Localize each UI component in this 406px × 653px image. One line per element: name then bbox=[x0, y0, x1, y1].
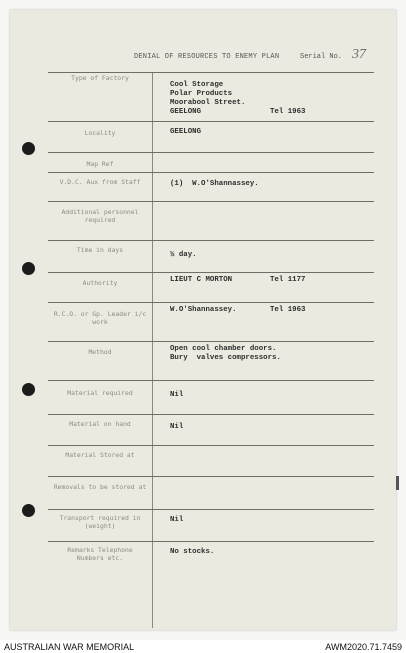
field-value bbox=[170, 345, 370, 363]
row-divider bbox=[48, 152, 374, 153]
field-value-line: Polar Products bbox=[170, 90, 233, 98]
row-divider bbox=[48, 272, 374, 273]
punch-hole bbox=[22, 262, 35, 275]
telephone-number: Tel 1177 bbox=[270, 276, 306, 284]
field-value-line: GEELONG bbox=[170, 108, 202, 116]
field-value bbox=[170, 81, 370, 117]
footer bbox=[0, 640, 406, 653]
field-label: Material on hand bbox=[69, 420, 131, 428]
field-value bbox=[170, 128, 370, 137]
footer-institution: AUSTRALIAN WAR MEMORIAL bbox=[4, 642, 135, 652]
field-label: Time in days bbox=[76, 246, 124, 254]
field-value bbox=[170, 180, 370, 189]
field-value-line: Nil bbox=[170, 391, 184, 399]
field-value-line: W.O'Shannassey. bbox=[170, 306, 237, 314]
field-label: R.C.O. or Gp. Leader i/c work bbox=[53, 310, 147, 326]
form-title: DENIAL OF RESOURCES TO ENEMY PLAN bbox=[134, 53, 280, 61]
telephone-number: Tel 1963 bbox=[270, 306, 306, 314]
field-value bbox=[170, 516, 370, 525]
field-value bbox=[170, 251, 370, 260]
punch-hole bbox=[22, 142, 35, 155]
punch-hole bbox=[22, 504, 35, 517]
edge-mark bbox=[396, 476, 399, 490]
row-divider bbox=[48, 380, 374, 381]
field-value-line: LIEUT C MORTON bbox=[170, 276, 233, 284]
field-label: Remarks Telephone Numbers etc. bbox=[67, 546, 133, 562]
field-value bbox=[170, 391, 370, 400]
field-label: Authority bbox=[82, 279, 118, 287]
field-value bbox=[170, 306, 370, 315]
field-label: Method bbox=[88, 348, 112, 356]
field-label: Additional personnel required bbox=[61, 208, 139, 224]
footer-accession: AWM2020.71.7459 bbox=[325, 642, 402, 652]
field-value-line: Bury valves compressors. bbox=[170, 354, 281, 362]
punch-hole bbox=[22, 383, 35, 396]
field-value-line: Nil bbox=[170, 516, 184, 524]
field-value bbox=[170, 548, 370, 557]
field-value-line: Cool Storage bbox=[170, 81, 224, 89]
row-divider bbox=[48, 341, 374, 342]
row-divider bbox=[48, 240, 374, 241]
column-divider bbox=[152, 72, 153, 628]
field-label: Material required bbox=[67, 389, 133, 397]
row-divider bbox=[48, 509, 374, 510]
field-label: Type of Factory bbox=[71, 74, 129, 82]
field-value-line: (1) W.O'Shannassey. bbox=[170, 180, 259, 188]
telephone-number: Tel 1963 bbox=[270, 108, 306, 116]
field-label: Removals to be stored at bbox=[53, 483, 147, 491]
field-value bbox=[170, 423, 370, 432]
field-label: Locality bbox=[84, 129, 116, 137]
field-value-line: ½ day. bbox=[170, 251, 197, 259]
row-divider bbox=[48, 201, 374, 202]
field-value-line: GEELONG bbox=[170, 128, 202, 136]
field-value bbox=[170, 276, 370, 285]
field-value-line: Nil bbox=[170, 423, 184, 431]
row-divider bbox=[48, 476, 374, 477]
field-value-line: Moorabool Street. bbox=[170, 99, 246, 107]
serial-label: Serial No. bbox=[300, 53, 343, 61]
row-divider bbox=[48, 172, 374, 173]
row-divider bbox=[48, 414, 374, 415]
field-label: Material Stored at bbox=[65, 451, 135, 459]
row-divider bbox=[48, 72, 374, 73]
serial-number: 37 bbox=[352, 47, 366, 62]
row-divider bbox=[48, 541, 374, 542]
row-divider bbox=[48, 302, 374, 303]
field-value-line: No stocks. bbox=[170, 548, 215, 556]
row-divider bbox=[48, 445, 374, 446]
field-label: Transport required in (weight) bbox=[59, 514, 141, 530]
row-divider bbox=[48, 121, 374, 122]
field-label: V.D.C. Aux from Staff bbox=[59, 178, 141, 186]
field-label: Map Ref bbox=[86, 160, 114, 168]
field-value-line: Open cool chamber doors. bbox=[170, 345, 277, 353]
